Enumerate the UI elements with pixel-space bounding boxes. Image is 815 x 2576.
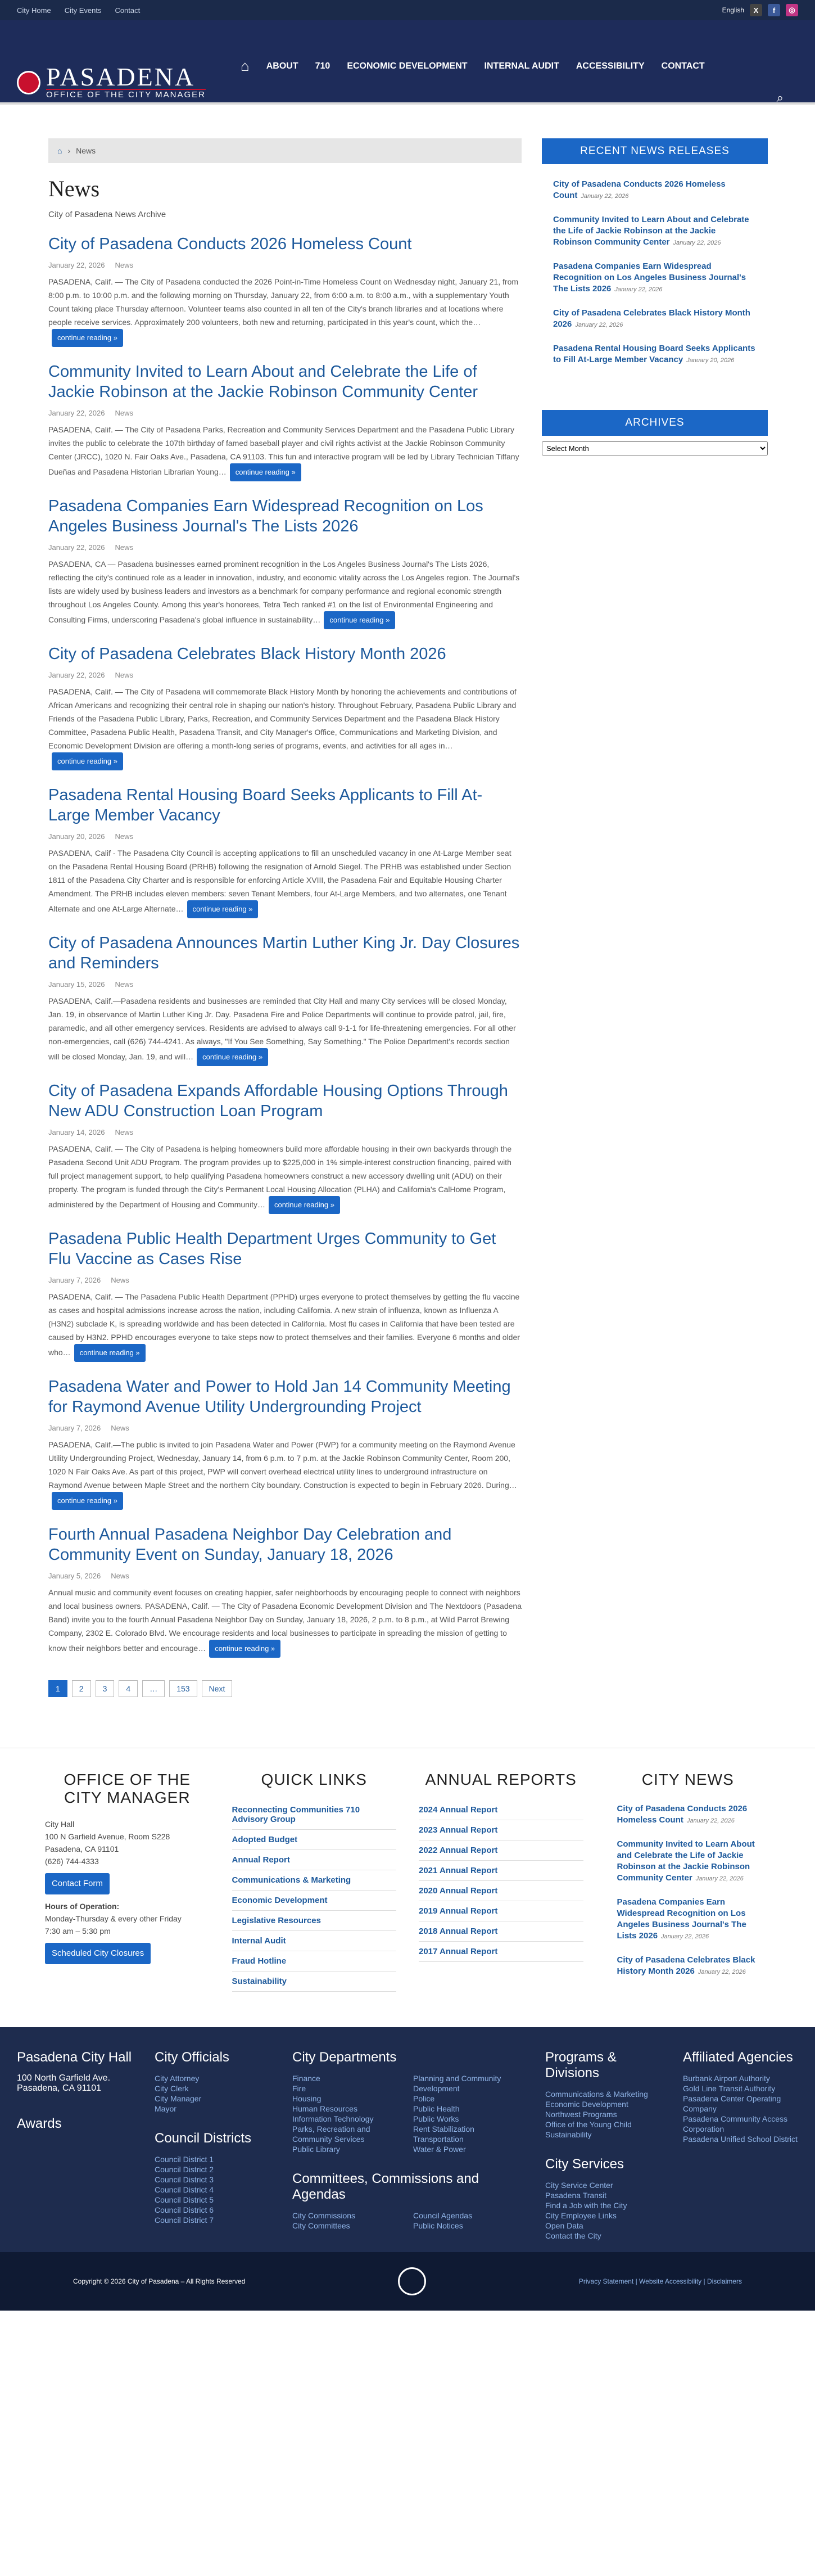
post-category[interactable]: News (115, 543, 133, 552)
recent-item[interactable] (553, 308, 757, 331)
footer-list (545, 2180, 660, 2241)
footer-column-affiliated (683, 2050, 798, 2230)
city-news-date: January 22, 2026 (686, 1817, 735, 1824)
recent-link[interactable]: Pasadena Companies Earn Widespread Recognition on Los Angeles Business Journal's The Lists 2026 (553, 261, 746, 294)
annual-reports-column (419, 1771, 583, 2005)
post-meta (48, 261, 522, 269)
city-news-item[interactable] (617, 1839, 759, 1884)
post-excerpt (48, 685, 522, 770)
main-column (48, 138, 522, 1697)
post-category[interactable]: News (115, 1128, 133, 1136)
footer-link[interactable]: Economic Development (545, 2100, 628, 2109)
post-category[interactable]: News (115, 832, 133, 841)
recent-item[interactable] (553, 179, 757, 202)
footer-list (413, 2210, 523, 2231)
footer-list (413, 2073, 523, 2154)
continue-reading-button[interactable]: continue reading » (74, 1344, 146, 1362)
post-date: January 15, 2026 (48, 980, 105, 989)
post-meta (48, 832, 522, 841)
closures-button[interactable]: Scheduled City Closures (45, 1943, 151, 1964)
recent-link[interactable]: Community Invited to Learn About and Celebrate the Life of Jackie Robinson at the Jackie Robinson Community Center (553, 215, 749, 247)
recent-news-box (542, 138, 768, 393)
post-meta (48, 1424, 522, 1432)
footer-link[interactable]: Gold Line Transit Authority (683, 2084, 776, 2093)
nav-item[interactable]: ABOUT (266, 61, 298, 71)
post-date: January 14, 2026 (48, 1128, 105, 1136)
post (48, 362, 522, 481)
city-news-heading: CITY NEWS (641, 1771, 734, 1788)
recent-date: January 22, 2026 (614, 286, 663, 293)
site-logo[interactable] (17, 62, 206, 100)
post-meta (48, 1276, 522, 1284)
post-title[interactable]: Pasadena Companies Earn Widespread Recognition on Los Angeles Business Journal's The Lists 2026 (48, 497, 483, 535)
footer-link[interactable]: Council District 7 (155, 2216, 214, 2225)
recent-item[interactable] (553, 214, 757, 249)
annual-report-link[interactable]: 2024 Annual Report (419, 1800, 583, 1820)
recent-link[interactable]: Pasadena Rental Housing Board Seeks Applicants to Fill At-Large Member Vacancy (553, 344, 755, 364)
post-category[interactable]: News (115, 261, 133, 269)
footer-link[interactable]: Public Health (413, 2104, 460, 2113)
continue-reading-button[interactable]: continue reading » (230, 463, 301, 481)
breadcrumb-current: News (76, 146, 96, 155)
footer-link[interactable]: Office of the Young Child (545, 2120, 632, 2129)
office-heading: OFFICE OF THE CITY MANAGER (64, 1771, 191, 1806)
instagram-icon[interactable]: ◎ (786, 4, 798, 16)
nav-item[interactable]: ACCESSIBILITY (576, 61, 645, 71)
post-excerpt (48, 423, 522, 481)
continue-reading-button[interactable]: continue reading » (52, 752, 123, 770)
hours-title: Hours of Operation: (45, 1902, 120, 1911)
dept-grid (292, 2073, 523, 2154)
main-nav (241, 57, 705, 75)
post-excerpt (48, 994, 522, 1066)
language-select[interactable]: English (722, 6, 744, 14)
x-icon[interactable]: X (750, 4, 762, 16)
footer-link[interactable]: City Committees (292, 2221, 350, 2230)
annual-report-link[interactable]: 2019 Annual Report (419, 1901, 583, 1921)
footer-column-depts (292, 2050, 523, 2230)
post-date: January 5, 2026 (48, 1572, 101, 1580)
topbar-link[interactable]: City Events (64, 6, 102, 15)
recent-item[interactable] (553, 261, 757, 295)
recent-date: January 22, 2026 (575, 322, 623, 328)
footer-link[interactable]: Parks, Recreation and Community Services (292, 2124, 370, 2144)
copyright: Copyright © 2026 City of Pasadena – All Rights Reserved (73, 2277, 246, 2285)
office-column (45, 1771, 210, 2005)
annual-report-link[interactable]: 2020 Annual Report (419, 1881, 583, 1901)
post-list (48, 234, 522, 1658)
quick-link[interactable]: Economic Development (232, 1891, 397, 1911)
post (48, 644, 522, 770)
post-category[interactable]: News (115, 409, 133, 417)
footer-link[interactable]: Council Agendas (413, 2211, 473, 2220)
city-news-link[interactable]: City of Pasadena Conducts 2026 Homeless Count (617, 1804, 748, 1825)
footer-heading: Committees, Commissions and Agendas (292, 2171, 479, 2202)
footer-link[interactable]: Council District 4 (155, 2185, 214, 2194)
post-meta (48, 543, 522, 552)
annual-reports-heading: ANNUAL REPORTS (425, 1771, 577, 1788)
footer-link[interactable]: Mayor (155, 2104, 176, 2113)
post-text: PASADENA, Calif. — The City of Pasadena will commemorate Black History Month by honoring the achievements and contributions of African Americans and recognizing their central role in shaping our nation's history. Throughout February, Pasadena Public Library and Friends of the Pasadena Public Library, Parks, Recreation, and Community Services Department and the Pasadena Black History Committee, Pasadena Public Health, Pasadena Transit, and City Manager's Office, Communications and Marketing Division, and Economic Development Division are offering a month-long series of programs, events, and activities for all ages in… (48, 687, 517, 750)
topbar-link[interactable]: City Home (17, 6, 51, 15)
footer-heading: City Departments (292, 2050, 397, 2065)
annual-reports-list (419, 1800, 583, 1962)
post (48, 1524, 522, 1658)
nav-item[interactable]: ECONOMIC DEVELOPMENT (347, 61, 468, 71)
bottom-bar (0, 2252, 815, 2311)
footer-list (155, 2073, 270, 2114)
post-excerpt (48, 846, 522, 918)
footer-link[interactable]: City Commissions (292, 2211, 356, 2220)
footer-link[interactable]: Communications & Marketing (545, 2090, 648, 2099)
office-line: Pasadena, CA 91101 (45, 1844, 119, 1853)
footer-list (155, 2154, 270, 2225)
post-date: January 7, 2026 (48, 1424, 101, 1432)
post-text: Annual music and community event focuses on creating happier, safer neighborhoods by encouraging people to connect with neighbors and local business owners. PASADENA, Calif. — The City of Pasadena Economic Development Division and The Nextdoors (Pasadena Band) invite you to the fourth Annual Pasadena Neighbor Day on Sunday, January 18, 2026, 2 p.m. to 8 p.m., at Wild Parrot Brewing Company, 2302 E. Colorado Blvd. We encourage residents and local businesses to participate in spreading the mission of getting to know their neighbors better and encourage… (48, 1588, 522, 1653)
footer-link[interactable]: Find a Job with the City (545, 2201, 627, 2210)
footer-link[interactable]: Council District 3 (155, 2175, 214, 2184)
city-news-link[interactable]: Pasadena Companies Earn Widespread Recognition on Los Angeles Business Journal's The Lists 2026 (617, 1897, 746, 1941)
post-meta (48, 671, 522, 679)
post-title[interactable]: City of Pasadena Celebrates Black History Month 2026 (48, 645, 446, 663)
post-date: January 7, 2026 (48, 1276, 101, 1284)
home-icon[interactable]: ⌂ (57, 146, 62, 155)
nav-item[interactable]: CONTACT (661, 61, 705, 71)
annual-report-link[interactable]: 2023 Annual Report (419, 1820, 583, 1840)
office-line: City Hall (45, 1820, 75, 1829)
continue-reading-button[interactable]: continue reading » (209, 1640, 280, 1658)
post-text: PASADENA, Calif. — The City of Pasadena conducted the 2026 Point-in-Time Homeless Count on Wednesday night, January 21, from 8:00 p.m. to 10:00 p.m. and the following morning on Thursday, January 22, from 6:00 a.m. to 8:00 a.m., with a supplementary Youth Count taking place Thursday afternoon. Volunteer teams also counted in all ten of the City's branch libraries and at locations where people receive services. Approximately 200 volunteers, both new and returning, participated in this year's count, which the… (48, 277, 519, 327)
post (48, 1081, 522, 1214)
post-title[interactable]: Community Invited to Learn About and Celebrate the Life of Jackie Robinson at the Jackie Robinson Community Center (48, 363, 478, 401)
facebook-icon[interactable]: f (768, 4, 780, 16)
post-excerpt (48, 1438, 522, 1510)
quick-link[interactable]: Communications & Marketing (232, 1870, 397, 1891)
recent-date: January 22, 2026 (673, 240, 721, 246)
pagination (48, 1680, 522, 1697)
home-icon[interactable]: ⌂ (241, 57, 250, 74)
post-meta (48, 1128, 522, 1136)
footer-link[interactable]: Housing (292, 2094, 322, 2103)
annual-report-link[interactable]: 2018 Annual Report (419, 1921, 583, 1942)
footer-link[interactable]: City Attorney (155, 2074, 200, 2083)
footer-link[interactable]: Pasadena Community Access Corporation (683, 2114, 787, 2133)
post (48, 1377, 522, 1510)
logo-tagline: OFFICE OF THE CITY MANAGER (46, 90, 206, 100)
footer-link[interactable]: Human Resources (292, 2104, 357, 2113)
page-link[interactable]: 1 (48, 1680, 67, 1697)
recent-news-list (542, 164, 768, 393)
footer-link[interactable]: Water & Power (413, 2145, 466, 2154)
quick-links-column (232, 1771, 397, 2005)
page-link[interactable]: 4 (119, 1680, 138, 1697)
quick-links-list (232, 1800, 397, 1992)
hours-text: Monday-Thursday & every other Friday (45, 1914, 182, 1923)
quick-link[interactable]: Legislative Resources (232, 1911, 397, 1931)
city-news-item[interactable] (617, 1803, 759, 1826)
city-news-link[interactable]: City of Pasadena Celebrates Black History Month 2026 (617, 1955, 755, 1976)
post-date: January 22, 2026 (48, 409, 105, 417)
continue-reading-button[interactable]: continue reading » (52, 1492, 123, 1510)
footer-list (292, 2210, 402, 2231)
city-seal-icon (398, 2267, 426, 2295)
city-news-date: January 22, 2026 (695, 1875, 744, 1882)
footer-link[interactable]: City Manager (155, 2094, 202, 2103)
city-seal-icon (17, 71, 40, 94)
committee-grid (292, 2210, 523, 2231)
footer-heading: Pasadena City Hall (17, 2050, 132, 2065)
top-bar (0, 0, 815, 20)
city-news-item[interactable] (617, 1897, 759, 1942)
footer-link[interactable]: Rent Stabilization (413, 2124, 474, 2133)
post-title[interactable]: City of Pasadena Expands Affordable Housing Options Through New ADU Construction Loan Program (48, 1082, 508, 1120)
footer-heading: Council Districts (155, 2131, 252, 2146)
recent-link[interactable]: City of Pasadena Celebrates Black History Month 2026 (553, 308, 750, 329)
post-title[interactable]: Pasadena Water and Power to Hold Jan 14 Community Meeting for Raymond Avenue Utility Undergrounding Project (48, 1378, 511, 1416)
footer-links (0, 1748, 815, 2027)
post-text: PASADENA, CA — Pasadena businesses earned prominent recognition in the Los Angeles Business Journal's The Lists 2026, reflecting the city's continued role as a leader in innovation, industry, and economic vitality across the Los Angeles region. The Journal's lists are widely used by business leaders and investors as a benchmark for company performance and regional economic strength throughout Los Angeles County. Among this year's honorees, Tetra Tech ranked #1 on the list of Environmental Engineering and Consulting Firms, underscoring Pasadena's global influence in sustainability… (48, 560, 520, 624)
footer-list (683, 2073, 798, 2144)
post-date: January 20, 2026 (48, 832, 105, 841)
hall-line: 100 North Garfield Ave. (17, 2073, 111, 2083)
footer-list (292, 2073, 402, 2154)
quick-link[interactable]: Internal Audit (232, 1931, 397, 1951)
footer-column-programs (545, 2050, 660, 2240)
footer-link[interactable]: Council District 6 (155, 2205, 214, 2214)
post-title[interactable]: Pasadena Public Health Department Urges Community to Get Flu Vaccine as Cases Rise (48, 1230, 496, 1268)
quick-link[interactable]: Adopted Budget (232, 1830, 397, 1850)
post-text: PASADENA, Calif. — The Pasadena Public Health Department (PPHD) urges everyone to protect themselves by getting the flu vaccine as cases and hospital admissions increase across the nation, including California. A new strain of influenza, known as Influenza A (H3N2) subclade K, is spreading worldwide and has been detected in California. Most flu cases in California that have been tested are caused by H3N2. PPHD encourages everyone to take steps now to protect themselves and their families. Everyone 6 months and older who… (48, 1292, 520, 1357)
continue-reading-button[interactable]: continue reading » (324, 611, 395, 629)
quick-link[interactable]: Reconnecting Communities 710 Advisory Group (232, 1800, 397, 1830)
footer-link[interactable]: Council District 2 (155, 2165, 214, 2174)
post-excerpt (48, 557, 522, 629)
archives-heading: ARCHIVES (542, 410, 768, 436)
footer-link[interactable]: Transportation (413, 2135, 464, 2144)
post (48, 234, 522, 347)
post (48, 933, 522, 1066)
footer-link[interactable]: Council District 1 (155, 2155, 214, 2164)
nav-item[interactable]: INTERNAL AUDIT (484, 61, 559, 71)
archives-box (542, 410, 768, 455)
city-news-date: January 22, 2026 (698, 1969, 746, 1975)
recent-date: January 22, 2026 (581, 193, 629, 200)
post (48, 785, 522, 918)
post (48, 496, 522, 629)
footer-link[interactable]: Sustainability (545, 2130, 592, 2139)
utility-links (17, 6, 140, 15)
footer-link[interactable]: Pasadena Center Operating Company (683, 2094, 781, 2113)
post-text: PASADENA, Calif.—The public is invited to join Pasadena Water and Power (PWP) for a community meeting on the Raymond Avenue Utility Undergrounding Project, Wednesday, January 14, from 6 p.m. to 7 p.m. at the Jackie Robinson Community Center, Room 200, 1020 N Fair Oaks Ave. As part of this project, PWP will convert overhead electrical utility lines to underground infrastructure on Raymond Avenue between Maple Street and the northern City boundary. Construction is expected to begin in February 2026. During… (48, 1440, 517, 1490)
footer-link[interactable]: Public Library (292, 2145, 340, 2154)
utility-right (722, 4, 798, 16)
page-link[interactable]: … (142, 1680, 165, 1697)
annual-report-link[interactable]: 2021 Annual Report (419, 1861, 583, 1881)
search-icon[interactable]: ⌕ (776, 91, 784, 105)
post-excerpt (48, 275, 522, 347)
continue-reading-button[interactable]: continue reading » (197, 1048, 268, 1066)
page-link[interactable]: Next (202, 1680, 233, 1697)
footer-list (545, 2089, 660, 2140)
recent-item[interactable] (553, 343, 757, 366)
post-excerpt (48, 1586, 522, 1658)
city-news-date: January 22, 2026 (661, 1933, 709, 1940)
footer-link[interactable]: Public Notices (413, 2221, 463, 2230)
post-title[interactable]: Fourth Annual Pasadena Neighbor Day Celebration and Community Event on Sunday, January 18, 2026 (48, 1526, 452, 1564)
footer-link[interactable]: City Employee Links (545, 2211, 617, 2220)
post-meta (48, 409, 522, 417)
annual-report-link[interactable]: 2022 Annual Report (419, 1840, 583, 1861)
post (48, 1229, 522, 1362)
footer-link[interactable]: Public Works (413, 2114, 459, 2123)
footer-link[interactable]: Council District 5 (155, 2195, 214, 2204)
content-area (0, 105, 815, 1697)
footer-link[interactable]: City Service Center (545, 2181, 613, 2190)
quick-link[interactable]: Fraud Hotline (232, 1951, 397, 1972)
office-line: (626) 744-4333 (45, 1857, 99, 1866)
post-excerpt (48, 1290, 522, 1362)
recent-link[interactable]: City of Pasadena Conducts 2026 Homeless Count (553, 179, 726, 200)
footer-link[interactable]: Finance (292, 2074, 320, 2083)
page-subtitle: City of Pasadena News Archive (48, 210, 166, 219)
post-meta (48, 980, 522, 989)
post-category[interactable]: News (115, 671, 133, 679)
awards-heading: Awards (17, 2116, 62, 2131)
legal-links[interactable]: Privacy Statement | Website Accessibility | Disclaimers (578, 2277, 742, 2285)
city-news-list (606, 1789, 771, 2005)
post-text: PASADENA, Calif.—Pasadena residents and businesses are reminded that City Hall and many City services will be closed Monday, Jan. 19, in observance of Martin Luther King Jr. Day. Pasadena Fire and Police Departments will continue to provide patrol, jail, fire, paramedic, and all other emergency services. Residents are advised to always call 9-1-1 for life-threatening emergencies. For all other non-emergencies, call (626) 744-4241. As always, "If You See Something, Say Something." The Police Department's records section will be closed Monday, Jan. 19, and will… (48, 996, 516, 1061)
footer-link[interactable]: Northwest Programs (545, 2110, 617, 2119)
quick-link[interactable]: Annual Report (232, 1850, 397, 1870)
post-text: PASADENA, Calif. — The City of Pasadena is helping homeowners build more affordable housing in their own backyards through the Pasadena Second Unit ADU Program. The program provides up to $225,000 in 1% simple-interest construction financing, paired with full project management support, to help qualifying Pasadena homeowners construct a new accessory dwelling unit (ADU) on their property. The program is funded through the City's Permanent Local Housing Allocation (PLHA) and California's CalHome Program, administered by the Department of Housing and Community… (48, 1144, 512, 1209)
city-news-column (606, 1771, 771, 2005)
archives-select[interactable] (542, 441, 768, 455)
page-link[interactable]: 2 (72, 1680, 91, 1697)
post-date: January 22, 2026 (48, 671, 105, 679)
hall-line: Pasadena, CA 91101 (17, 2083, 102, 2093)
sidebar (542, 138, 768, 1697)
footer-link[interactable]: Police (413, 2094, 435, 2103)
quick-link[interactable]: Sustainability (232, 1972, 397, 1992)
footer-link[interactable]: Burbank Airport Authority (683, 2074, 770, 2083)
office-line: 100 N Garfield Avenue, Room S228 (45, 1832, 170, 1841)
footer-heading: City Officials (155, 2050, 229, 2065)
post-title[interactable]: City of Pasadena Conducts 2026 Homeless Count (48, 235, 412, 253)
footer-heading: Affiliated Agencies (683, 2050, 793, 2065)
page-title: News (48, 176, 100, 201)
footer-link[interactable]: Open Data (545, 2221, 583, 2230)
site-header (0, 20, 815, 105)
footer-heading: City Services (545, 2157, 624, 2172)
office-info (45, 1818, 210, 1970)
page-link[interactable]: 3 (96, 1680, 115, 1697)
contact-form-button[interactable]: Contact Form (45, 1873, 110, 1894)
post-text: PASADENA, Calif - The Pasadena City Council is accepting applications to fill an unscheduled vacancy in one At-Large Member seat on the Pasadena Rental Housing Board (PRHB) following the resignation of Arnold Siegel. The PRHB was established under Section 1811 of the Pasadena City Charter and is responsible for enforcing Article XVIII, the Pasadena Fair and Equitable Housing Charter Amendment. The PRHB includes eleven members: seven Tenant Members, four At-Large Members, and two alternates, one Tenant Alternate and one At-Large Alternate… (48, 849, 511, 913)
post-date: January 22, 2026 (48, 261, 105, 269)
footer-heading: Programs & Divisions (545, 2050, 617, 2081)
post-category[interactable]: News (111, 1424, 129, 1432)
post-category[interactable]: News (115, 980, 133, 989)
recent-news-heading: RECENT NEWS RELEASES (542, 138, 768, 164)
footer-link[interactable]: Fire (292, 2084, 306, 2093)
footer-link[interactable]: Planning and Community Development (413, 2074, 501, 2093)
footer-link[interactable]: Contact the City (545, 2231, 601, 2240)
post-excerpt (48, 1142, 522, 1214)
post-meta (48, 1572, 522, 1580)
post-category[interactable]: News (111, 1276, 129, 1284)
hours-text: 7:30 am – 5:30 pm (45, 1927, 111, 1936)
city-news-link[interactable]: Community Invited to Learn About and Celebrate the Life of Jackie Robinson at the Jackie Robinson Community Center (617, 1839, 755, 1883)
footer-link[interactable]: Information Technology (292, 2114, 374, 2123)
post-category[interactable]: News (111, 1572, 129, 1580)
continue-reading-button[interactable]: continue reading » (269, 1196, 340, 1214)
footer-column-hall (17, 2050, 132, 2230)
footer-link[interactable]: City Clerk (155, 2084, 189, 2093)
post-text: PASADENA, Calif. — The City of Pasadena Parks, Recreation and Community Services Department and the Pasadena Public Library invites the public to celebrate the 107th birthday of famed baseball player and civil rights activist at the Jackie Robinson Community Center (JRCC), 1020 N. Fair Oaks Ave., Pasadena, CA 91103. This fun and interactive program will be led by Library Technician Tiffany Dueñas and Pasadena Historian Librarian Young… (48, 425, 519, 476)
page-link[interactable]: 153 (169, 1680, 197, 1697)
footer-link[interactable]: Pasadena Transit (545, 2191, 606, 2200)
post-title[interactable]: Pasadena Rental Housing Board Seeks Applicants to Fill At-Large Member Vacancy (48, 786, 483, 824)
quick-links-heading: QUICK LINKS (261, 1771, 367, 1788)
recent-date: January 20, 2026 (686, 357, 735, 364)
breadcrumb: ⌂ › News (48, 138, 522, 163)
footer-link[interactable]: Pasadena Unified School District (683, 2135, 798, 2144)
topbar-link[interactable]: Contact (115, 6, 141, 15)
nav-item[interactable]: 710 (315, 61, 330, 71)
footer-column-officials (155, 2050, 270, 2230)
site-footer (0, 2027, 815, 2252)
post-date: January 22, 2026 (48, 543, 105, 552)
post-title[interactable]: City of Pasadena Announces Martin Luther King Jr. Day Closures and Reminders (48, 934, 520, 972)
city-news-item[interactable] (617, 1955, 759, 1978)
continue-reading-button[interactable]: continue reading » (187, 900, 259, 918)
logo-name: PASADENA (46, 62, 196, 91)
annual-report-link[interactable]: 2017 Annual Report (419, 1942, 583, 1962)
continue-reading-button[interactable]: continue reading » (52, 329, 123, 347)
